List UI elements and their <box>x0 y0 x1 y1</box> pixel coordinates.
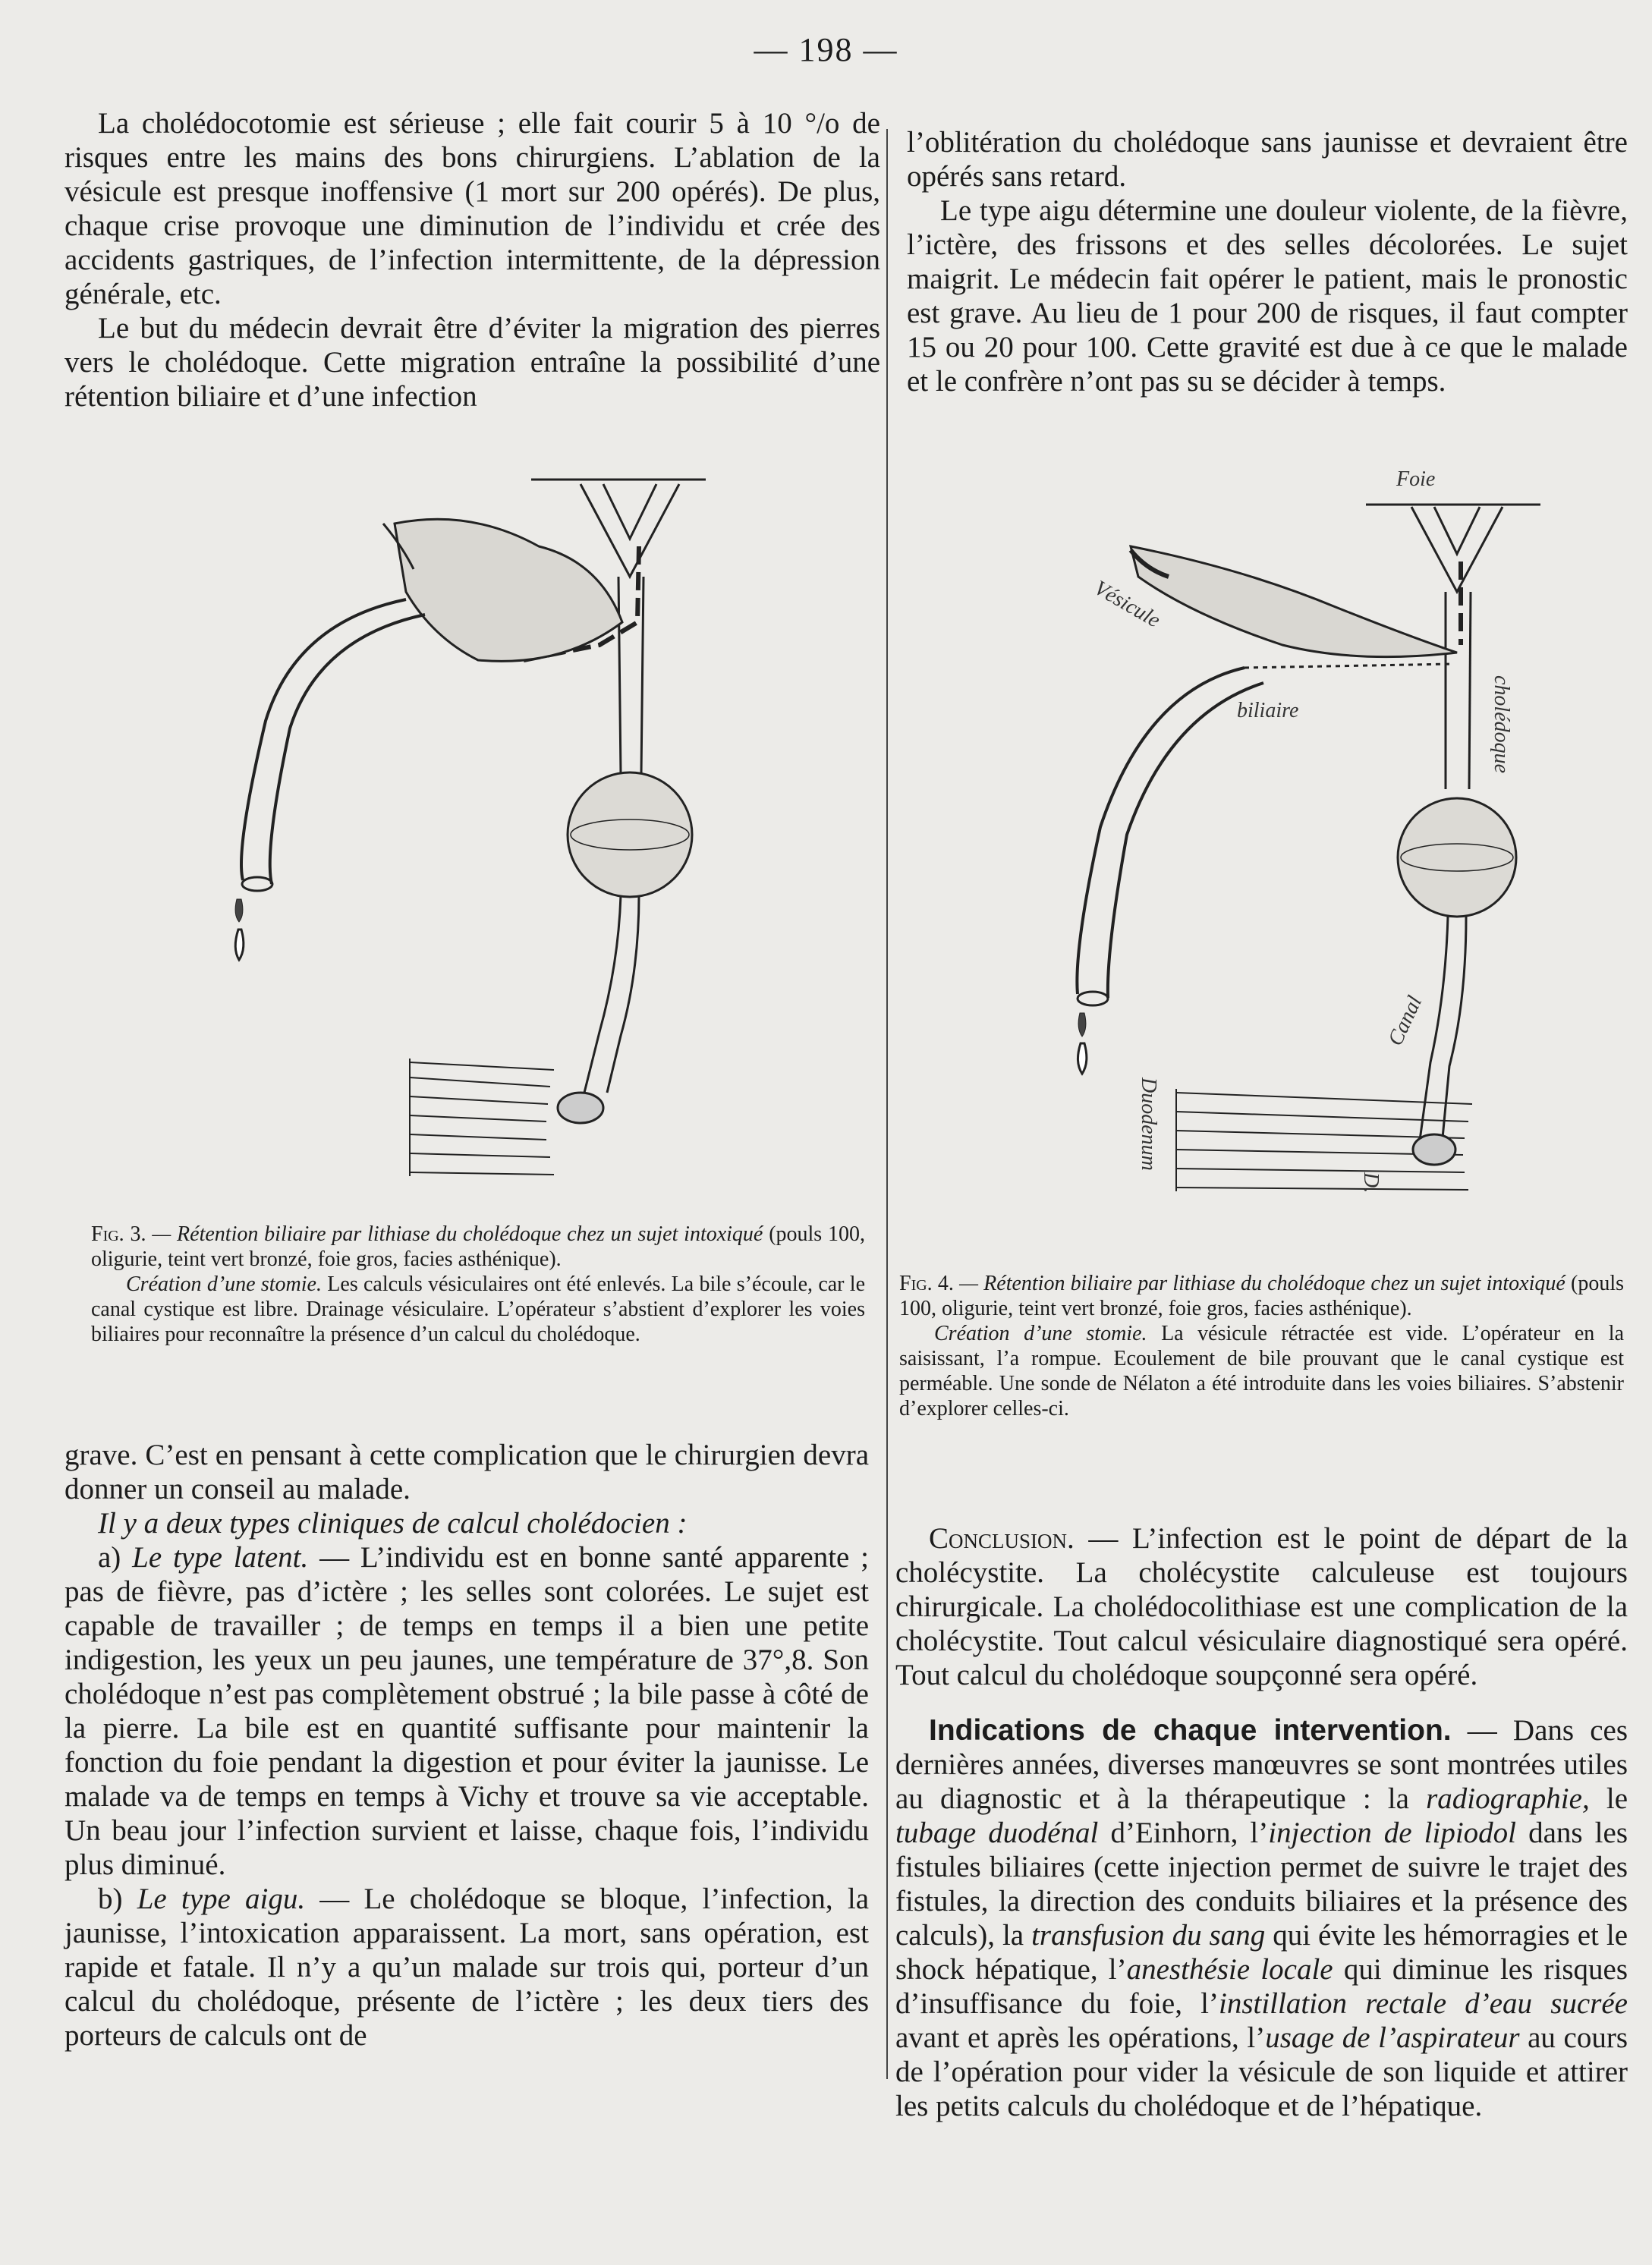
indications-paragraph <box>895 1713 1628 2123</box>
conclusion-paragraph <box>895 1521 1628 1692</box>
indications-title: Indications de chaque intervention. <box>929 1714 1452 1747</box>
label-biliaire: biliaire <box>1237 699 1299 722</box>
figure-3-details: (pouls 100, oligurie, teint vert bronzé, foie gros, facies asthénique). <box>91 1222 866 1271</box>
text-run: — Dans ces dernières années, diverses manœuvres se sont montrées utiles au diagnostic et à la thérapeutique : la <box>895 1714 1628 1815</box>
text-run: dans les fistules biliaires (cette injection permet de suivre le trajet des fistules, la direction des conduits biliaires et la présence des calculs), la <box>895 1817 1628 1952</box>
label-vesicule: Vésicule <box>1090 576 1165 633</box>
type-latent-title: Le type latent. <box>132 1541 309 1574</box>
page-number: — 198 — <box>754 31 898 68</box>
figure-3-subtitle: Création d’une stomie. <box>126 1272 322 1296</box>
figure-4-label: Fig. 4. <box>899 1272 954 1295</box>
figure-4-drawing <box>1017 463 1624 1237</box>
paragraph: La cholédocotomie est sérieuse ; elle fait courir 5 à 10 °/o de risques entre les mains des bons chirurgiens. L’ablation de la vésicule est presque inoffensive (1 mort sur 200 opérés). De plus, chaque crise provoque une diminution de l’individu et crée des accidents gastriques, de l’infection intermittente, de la dépression générale, etc. <box>65 107 880 310</box>
type-aigu-title: Le type aigu. <box>137 1883 306 1915</box>
left-column-bottom <box>65 1438 869 2053</box>
list-marker: a) <box>98 1541 121 1574</box>
label-canal: Canal <box>1383 992 1427 1049</box>
paragraph: grave. C’est en pensant à cette complication que le chirurgien devra donner un conseil au malade. <box>65 1439 869 1505</box>
text-run-italic: tubage duodénal <box>895 1817 1099 1849</box>
conclusion-text: — L’infection est le point de départ de la cholécystite. La cholécystite calculeuse est toujours chirurgicale. La cholédocolithiase est une complication de la cholécystite. Tout calcul vésiculaire diagnostiqué sera opéré. Tout calcul du cholédoque soupçonné sera opéré. <box>895 1522 1628 1691</box>
text-run-italic: instillation rectale d’eau sucrée <box>1218 1987 1628 2020</box>
paragraph-type-aigu <box>65 1882 869 2053</box>
text-run: qui diminue les risques d’insuffisance du foie, l’ <box>895 1953 1628 2020</box>
text-run-italic: transfusion du sang <box>1031 1919 1266 1952</box>
text-run: le <box>1606 1782 1628 1815</box>
figure-4-subtitle: Création d’une stomie. <box>934 1322 1147 1345</box>
figure-3-title: — Rétention biliaire par lithiase du cholédoque chez un sujet intoxiqué <box>152 1222 763 1246</box>
type-aigu-text: — Le cholédoque se bloque, l’infection, la jaunisse, l’intoxication apparaissent. La mort, sans opération, est rapide et fatale. Il n’y a qu’un malade sur trois qui, porteur d’un calcul du cholédoque, présente de l’ictère ; les deux tiers des porteurs de calculs ont de <box>65 1883 870 2052</box>
list-marker: b) <box>98 1883 123 1915</box>
text-run-italic: anesthésie locale <box>1126 1953 1333 1986</box>
figure-3-label: Fig. 3. <box>91 1222 146 1246</box>
label-d: D. <box>1359 1172 1383 1194</box>
text-run: qui évite les hémorragies et le shock hépatique, l’ <box>895 1919 1628 1986</box>
figure-4-text: La vésicule rétractée est vide. L’opérateur en la saisissant, l’a rompue. Ecoulement de bile prouvant que le canal cystique est perméable. Une sonde de Nélaton a été introduite dans les voies biliaires. S’abstenir d’explorer celles-ci. <box>899 1322 1624 1420</box>
figure-3-caption <box>91 1222 865 1347</box>
conclusion-label: Conclusion. <box>929 1522 1075 1555</box>
paragraph <box>65 1506 869 1540</box>
label-duodenum: Duodenum <box>1137 1077 1160 1171</box>
figure-4-details: (pouls 100, oligurie, teint vert bronzé, foie gros, facies asthénique). <box>899 1272 1625 1320</box>
right-column-bottom <box>895 1521 1628 2123</box>
text-run: au cours de l’opération pour vider la vésicule de son liquide et attirer les petits calculs du cholédoque et de l’hépatique. <box>895 2021 1628 2122</box>
text-run-italic: radiographie, <box>1426 1782 1590 1815</box>
text-run-italic: injection de lipiodol <box>1268 1817 1517 1849</box>
figure-4-illustration <box>1017 463 1624 1237</box>
text-run-italic: usage de l’aspirateur <box>1265 2021 1520 2054</box>
figure-3-drawing <box>205 470 888 1191</box>
paragraph: l’oblitération du cholédoque sans jaunisse et devraient être opérés sans retard. <box>907 126 1628 193</box>
left-column-top <box>65 106 880 414</box>
figure-3-text: Les calculs vésiculaires ont été enlevés. La bile s’écoule, car le canal cystique est libre. Drainage vésiculaire. L’opérateur s’abstient d’explorer les voies biliaires pour reconnaître la présence d’un calcul du cholédoque. <box>91 1272 865 1346</box>
paragraph: Le type aigu détermine une douleur violente, de la fièvre, l’ictère, des frissons et des selles décolorées. Le sujet maigrit. Le médecin fait opérer le patient, mais le pronostic est grave. Au lieu de 1 pour 200 de risques, il faut compter 15 ou 20 pour 100. Cette gravité est due à ce que le malade et le confrère n’ont pas su se décider à temps. <box>907 194 1628 398</box>
paragraph-type-latent <box>65 1540 869 1882</box>
label-foie: Foie <box>1396 467 1436 491</box>
clinical-types-heading: Il y a deux types cliniques de calcul cholédocien : <box>98 1507 688 1540</box>
figure-4-title: — Rétention biliaire par lithiase du cholédoque chez un sujet intoxiqué <box>959 1272 1565 1295</box>
text-run: d’Einhorn, l’ <box>1110 1817 1269 1849</box>
text-run: avant et après les opérations, l’ <box>895 2021 1266 2054</box>
paragraph: Le but du médecin devrait être d’éviter la migration des pierres vers le cholédoque. Cette migration entraîne la possibilité d’une rétention biliaire et d’une infection <box>65 312 880 413</box>
right-column-top <box>907 125 1628 398</box>
label-choledoque: cholédoque <box>1490 675 1513 774</box>
figure-4-caption <box>899 1271 1624 1421</box>
type-latent-text: — L’individu est en bonne santé apparente ; pas de fièvre, pas d’ictère ; les selles sont colorées. Le sujet est capable de travailler ; de temps en temps il a bien une petite indigestion, les yeux un peu jaunes, une température de 37°,8. Son cholédoque n’est pas complètement obstrué ; la bile passe à côté de la pierre. La bile est en quantité suffisante pour maintenir la fonction du foie pendant la digestion et pour éviter la jaunisse. Le malade va de temps en temps à Vichy et trouve sa vie acceptable. Un beau jour l’infection survient et laisse, chaque fois, l’individu plus diminué. <box>65 1541 869 1881</box>
figure-3-illustration <box>205 470 888 1191</box>
